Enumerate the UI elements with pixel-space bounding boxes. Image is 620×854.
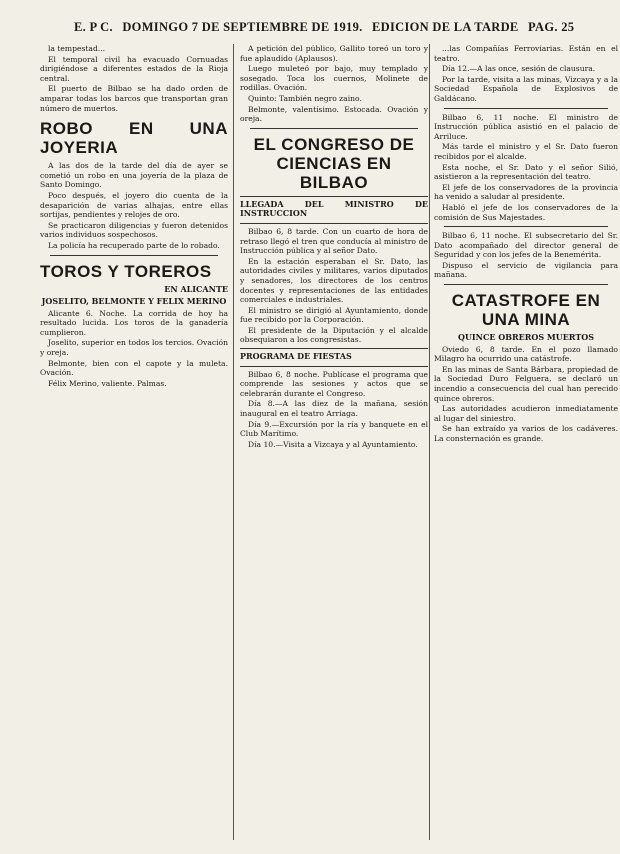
paragraph: Por la tarde, visita a las minas, Vizcaya y a la Sociedad Española de Explosivos de Galdácano.	[434, 74, 618, 103]
column-rule	[233, 44, 234, 840]
paragraph: Día 12.—A las once, sesión de clausura.	[442, 64, 596, 74]
paragraph: Bilbao 6, 11 noche. El ministro de Instrucción pública asistió en el palacio de Arriluce.	[434, 112, 618, 141]
paragraph: Alicante 6. Noche. La corrida de hoy ha resultado lucida. Los toros de la ganadería cumplieron.	[40, 308, 228, 337]
header-page: PAG. 25	[528, 20, 575, 34]
paragraph: Bilbao 6, 11 noche. El subsecretario del Sr. Dato acompañado del director general de Seguridad y con los jefes de la Benemérita.	[434, 231, 618, 260]
subhead-box	[240, 348, 428, 367]
paragraph: Más tarde el ministro y el Sr. Dato fueron recibidos por el alcalde.	[434, 142, 618, 161]
paragraph: Día 9.—Excursión por la ría y banquete en el Club Marítimo.	[240, 419, 428, 439]
divider	[444, 284, 608, 285]
paragraph: Luego muleteó por bajo, muy templado y sosegado. Toca los cuernos, Molinete de rodillas. Ovación.	[240, 64, 428, 93]
headline-robo: ROBO EN UNA JOYERIA	[40, 119, 228, 158]
dateline-alicante: EN ALICANTE	[164, 283, 228, 294]
paragraph: Día 8.—A las diez de la mañana, sesión inaugural en el teatro Arriaga.	[240, 399, 428, 419]
paragraph: Dispuso el servicio de vigilancia para mañana.	[434, 260, 618, 280]
paragraph: Las autoridades acudieron inmediatamente al lugar del siniestro.	[434, 404, 618, 423]
paragraph: El puerto de Bilbao se ha dado orden de amparar todas los barcos que transportan gran número de muertos.	[40, 84, 228, 113]
paragraph: Belmonte, valentísimo. Estocada. Ovación y oreja.	[240, 104, 428, 124]
paragraph: Día 10.—Visita a Vizcaya y al Ayuntamiento.	[248, 439, 418, 449]
subhead-llegada: LLEGADA DEL MINISTRO DE INSTRUCCION	[240, 198, 428, 219]
column-rule	[429, 44, 430, 840]
column-1	[40, 44, 228, 844]
paragraph: El jefe de los conservadores de la provincia ha venido a saludar al presidente.	[434, 182, 618, 202]
subhead-obreros: QUINCE OBREROS MUERTOS	[457, 332, 595, 343]
header-date: DOMINGO 7 DE SEPTIEMBRE DE 1919.	[122, 20, 363, 34]
paragraph: A petición del público, Gallito toreó un toro y fue aplaudido (Aplausos).	[240, 44, 428, 63]
paragraph: El temporal civil ha evacuado Cornuadas dirigiéndose a diferentes estados de la Rioja central.	[40, 54, 228, 83]
paragraph: Habló el jefe de los conservadores de la comisión de Sus Majestades.	[434, 202, 618, 222]
paragraph: Se han extraído ya varios de los cadáveres. La consternación es grande.	[434, 424, 618, 443]
subhead-toreros: JOSELITO, BELMONTE Y FELIX MERINO	[41, 296, 227, 307]
divider	[444, 226, 608, 227]
paragraph: la tempestad...	[48, 44, 106, 53]
header-edition: EDICION DE LA TARDE	[371, 20, 519, 34]
paragraph: Félix Merino, valiente. Palmas.	[48, 378, 167, 388]
paragraph: La policía ha recuperado parte de lo robado.	[48, 240, 220, 250]
paragraph: Bilbao 6, 8 noche. Publícase el programa que comprende las sesiones y actos que se celebrarán durante el Congreso.	[240, 369, 428, 398]
paragraph: Oviedo 6, 8 tarde. En el pozo llamado Milagro ha ocurrido una catástrofe.	[434, 344, 618, 364]
paragraph: Se practicaron diligencias y fueron detenidos varios individuos sospechosos.	[40, 220, 228, 240]
paragraph: Bilbao 6, 8 tarde. Con un cuarto de hora de retraso llegó el tren que conducía al ministro de Instrucción pública y al señor Dato.	[240, 226, 428, 256]
paragraph: A las dos de la tarde del día de ayer se cometió un robo en una joyería de la plaza de Santo Domingo.	[40, 161, 228, 190]
headline-catastrofe: CATASTROFE EN UNA MINA	[451, 291, 601, 330]
header-left: E. P C.	[74, 20, 113, 34]
page-header	[74, 20, 594, 38]
paragraph: El presidente de la Diputación y el alcalde obsequiaron a los congresistas.	[240, 325, 428, 345]
paragraph: Joselito, superior en todos los tercios. Ovación y oreja.	[40, 338, 228, 357]
paragraph: Poco después, el joyero dio cuenta de la desaparición de varias alhajas, entre ellas sortijas, pendientes y relojes de oro.	[40, 190, 228, 220]
headline-toros: TOROS Y TOREROS	[40, 261, 212, 281]
paragraph: Belmonte, bien con el capote y la muleta. Ovación.	[40, 358, 228, 378]
paragraph: El ministro se dirigió al Ayuntamiento, donde fue recibido por la Corporación.	[240, 305, 428, 325]
divider	[444, 108, 608, 109]
headline-congreso: EL CONGRESO DE CIENCIAS EN BILBAO	[253, 134, 415, 192]
divider	[250, 128, 418, 129]
column-3	[434, 44, 618, 844]
paragraph: Esta noche, el Sr. Dato y el señor Silió, asistieron a la representación del teatro.	[434, 162, 618, 182]
paragraph: Quinto: También negro zaino.	[248, 93, 362, 103]
column-2	[240, 44, 428, 844]
paragraph: ...las Compañías Ferroviarias. Están en el teatro.	[434, 44, 618, 63]
subhead-programa: PROGRAMA DE FIESTAS	[240, 351, 352, 362]
subhead-box	[240, 196, 428, 224]
paragraph: En la estación esperaban el Sr. Dato, las autoridades civiles y militares, varios diputados y senadores, los directores de los centros docentes y representaciones de las entidades comerciales e industriales.	[240, 256, 428, 305]
divider	[50, 255, 218, 256]
newspaper-page	[14, 10, 618, 846]
paragraph: En las minas de Santa Bárbara, propiedad de la Sociedad Duro Felguera, se declaró un incendio a consecuencia del cual han perecido quince obreros.	[434, 364, 618, 403]
